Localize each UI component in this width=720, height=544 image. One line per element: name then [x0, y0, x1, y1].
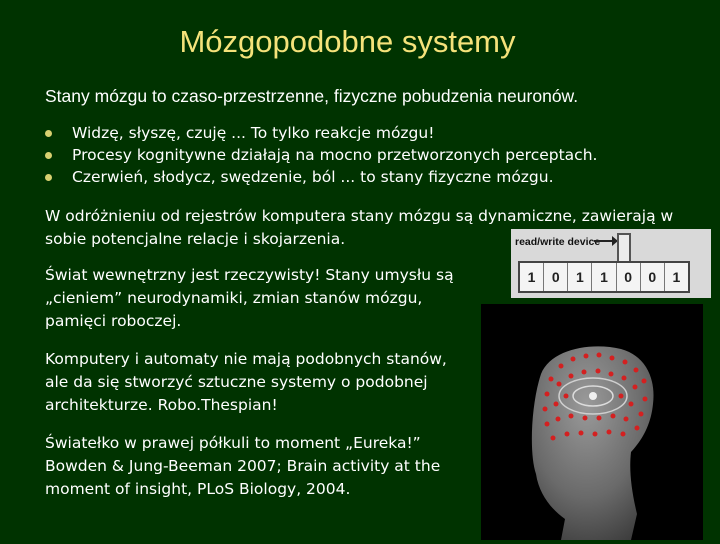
tape-cell: 0 [617, 263, 641, 291]
read-write-head [617, 233, 631, 263]
paragraph-computers: Komputery i automaty nie mają podobnych stanów, ale da się stworzyć sztuczne systemy o podobnej architekturze. Robo.Thespian! [45, 350, 447, 414]
tape-label: read/write device [515, 236, 601, 248]
paragraph-eureka: Światełko w prawej półkuli to moment „Eureka!” Bowden & Jung-Beeman 2007; Brain activity at the moment of insight, PLoS Biology, 2004. [45, 434, 441, 498]
bullet-item [45, 166, 597, 188]
bullet-dot-icon [45, 152, 52, 159]
bullet-dot-icon [45, 130, 52, 137]
tape-cell: 1 [520, 263, 544, 291]
bullet-item [45, 144, 597, 166]
bullet-item [45, 122, 597, 144]
paragraph-registers: W odróżnieniu od rejestrów komputera stany mózgu są dynamiczne, zawierają w sobie potencjalne relacje i skojarzenia. [45, 207, 674, 248]
tape-cells [518, 261, 690, 293]
bullet-text: Czerwień, słodycz, swędzenie, ból ... to stany fizyczne mózgu. [72, 168, 554, 186]
tape-cell: 1 [568, 263, 592, 291]
bullet-dot-icon [45, 174, 52, 181]
tape-cell: 1 [672, 269, 681, 285]
tape-cell: 0 [641, 263, 665, 291]
tape-cell: 1 [592, 263, 616, 291]
paragraph-inner-world: Świat wewnętrzny jest rzeczywisty! Stany umysłu są „cieniem” neurodynamiki, zmian stanów mózgu, pamięci roboczej. [45, 266, 454, 330]
bullet-text: Widzę, słyszę, czuję ... To tylko reakcje mózgu! [72, 124, 435, 142]
tape-cell: 0 [544, 263, 568, 291]
head-model-icon [481, 304, 703, 540]
slide-title: Mózgopodobne systemy [179, 24, 516, 59]
bullet-list [45, 122, 597, 188]
arrow-right-icon [593, 235, 619, 247]
bullet-text: Procesy kognitywne działają na mocno przetworzonych perceptach. [72, 146, 598, 164]
turing-tape-image [511, 229, 711, 298]
intro-text: Stany mózgu to czaso-przestrzenne, fizyczne pobudzenia neuronów. [45, 86, 579, 106]
brain-eeg-image [481, 304, 703, 540]
